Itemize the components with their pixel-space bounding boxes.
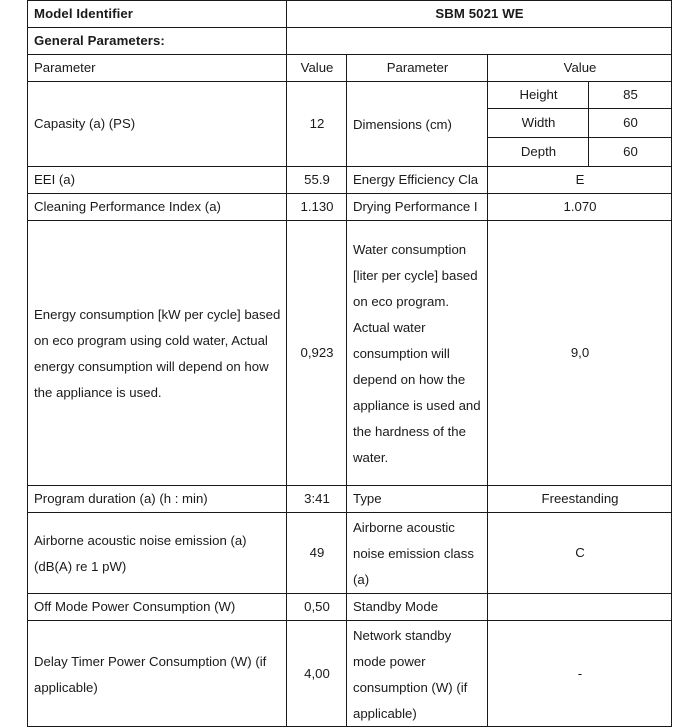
general-parameters-label-cell [28,28,287,55]
water-consumption-value-cell [488,221,672,486]
program-duration-value: 3:41 [304,491,330,506]
capacity-label: Capasity (a) (PS) [34,116,136,131]
table-row-off-mode-power [28,594,672,621]
water-consumption-label: Water consumption [liter per cycle] based on eco program. Actual water consumption will depend on how the appliance is used and the hardness of the water. [353,242,481,465]
cleaning-performance-label-cell [28,194,287,221]
cleaning-performance-value: 1.130 [300,199,334,214]
eei-label: EEI (a) [34,172,76,187]
table-row-cleaning-performance [28,194,672,221]
dimension-depth-name: Depth [520,144,557,159]
delay-timer-power-value-cell [287,621,347,727]
energy-consumption-label: Energy consumption [kW per cycle] based on eco program using cold water, Actual energy consumption will depend on how the appliance is used. [34,307,281,400]
standby-mode-label-cell [347,594,488,621]
type-value-cell [488,486,672,513]
drying-performance-value-cell [488,194,672,221]
dimension-width-value-cell [589,109,672,138]
off-mode-power-label: Off Mode Power Consumption (W) [34,599,236,614]
table-row-energy-consumption [28,221,672,486]
dimension-height-name: Height [519,87,558,102]
standby-mode-label: Standby Mode [353,599,439,614]
dimensions-label: Dimensions (cm) [353,117,452,132]
type-value: Freestanding [541,491,619,506]
dimensions-label-cell [347,82,488,167]
network-standby-label: Network standby mode power consumption (W) (if applicable) [353,628,468,721]
table-row-delay-timer-power [28,621,672,727]
noise-emission-class-label-cell [347,513,488,594]
model-identifier-value-cell [287,1,672,28]
column-header-value-right [488,55,672,82]
dimension-depth-name-cell [488,138,589,167]
delay-timer-power-label: Delay Timer Power Consumption (W) (if applicable) [34,653,267,695]
energy-efficiency-class-label: Energy Efficiency Cla [353,172,479,187]
general-parameters-label: General Parameters: [34,33,165,48]
table-row-eei [28,167,672,194]
network-standby-value-cell [488,621,672,727]
column-header-value-left-label: Value [300,60,334,75]
network-standby-label-cell [347,621,488,727]
energy-efficiency-class-label-cell [347,167,488,194]
noise-emission-label: Airborne acoustic noise emission (a) (dB(A) re 1 pW) [34,533,247,574]
dimension-width-name-cell [488,109,589,138]
cleaning-performance-label: Cleaning Performance Index (a) [34,199,221,214]
program-duration-label: Program duration (a) (h : min) [34,491,208,506]
noise-emission-label-cell [28,513,287,594]
column-header-value-right-label: Value [563,60,597,75]
off-mode-power-value-cell [287,594,347,621]
type-label: Type [353,491,382,506]
column-header-parameter-left [28,55,287,82]
dimension-width-value: 60 [623,115,638,130]
drying-performance-value: 1.070 [563,199,597,214]
delay-timer-power-value: 4,00 [304,665,330,681]
energy-consumption-value: 0,923 [300,345,334,360]
energy-consumption-label-cell [28,221,287,486]
capacity-label-cell [28,82,287,167]
model-identifier-label: Model Identifier [34,6,134,21]
dimension-width-name: Width [521,115,556,130]
product-fiche-table [27,0,672,727]
cleaning-performance-value-cell [287,194,347,221]
eei-value: 55.9 [304,172,330,187]
eei-value-cell [287,167,347,194]
type-label-cell [347,486,488,513]
eei-label-cell [28,167,287,194]
dimension-height-value: 85 [623,87,638,102]
capacity-value: 12 [309,116,325,131]
dimension-height-name-cell [488,82,589,109]
dimension-depth-value-cell [589,138,672,167]
drying-performance-label-cell [347,194,488,221]
noise-emission-class-label: Airborne acoustic noise emission class (a) [353,520,474,587]
off-mode-power-value: 0,50 [304,599,330,614]
model-identifier-label-cell [28,1,287,28]
delay-timer-power-label-cell [28,621,287,727]
water-consumption-label-cell [347,221,488,486]
energy-efficiency-class-value: E [575,172,585,187]
table-row-program-duration [28,486,672,513]
water-consumption-value: 9,0 [570,345,590,360]
table-row-column-headers [28,55,672,82]
noise-emission-value-cell [287,513,347,594]
program-duration-label-cell [28,486,287,513]
column-header-parameter-left-label: Parameter [34,60,96,75]
energy-efficiency-class-value-cell [488,167,672,194]
network-standby-value: - [577,665,583,681]
dimension-depth-value: 60 [623,144,638,159]
noise-emission-class-value-cell [488,513,672,594]
model-identifier-value: SBM 5021 WE [435,6,524,21]
capacity-value-cell [287,82,347,167]
column-header-parameter-right [347,55,488,82]
general-parameters-value-cell [287,28,672,55]
column-header-value-left [287,55,347,82]
drying-performance-label: Drying Performance I [353,199,478,214]
table-row-general-parameters [28,28,672,55]
off-mode-power-label-cell [28,594,287,621]
column-header-parameter-right-label: Parameter [386,60,449,75]
dimension-height-value-cell [589,82,672,109]
energy-consumption-value-cell [287,221,347,486]
table-row-capacity-height [28,82,672,109]
standby-mode-value-cell [488,594,672,621]
table-row-noise-emission [28,513,672,594]
noise-emission-value: 49 [309,545,325,560]
noise-emission-class-value: C [575,545,585,560]
program-duration-value-cell [287,486,347,513]
table-row-model-identifier [28,1,672,28]
